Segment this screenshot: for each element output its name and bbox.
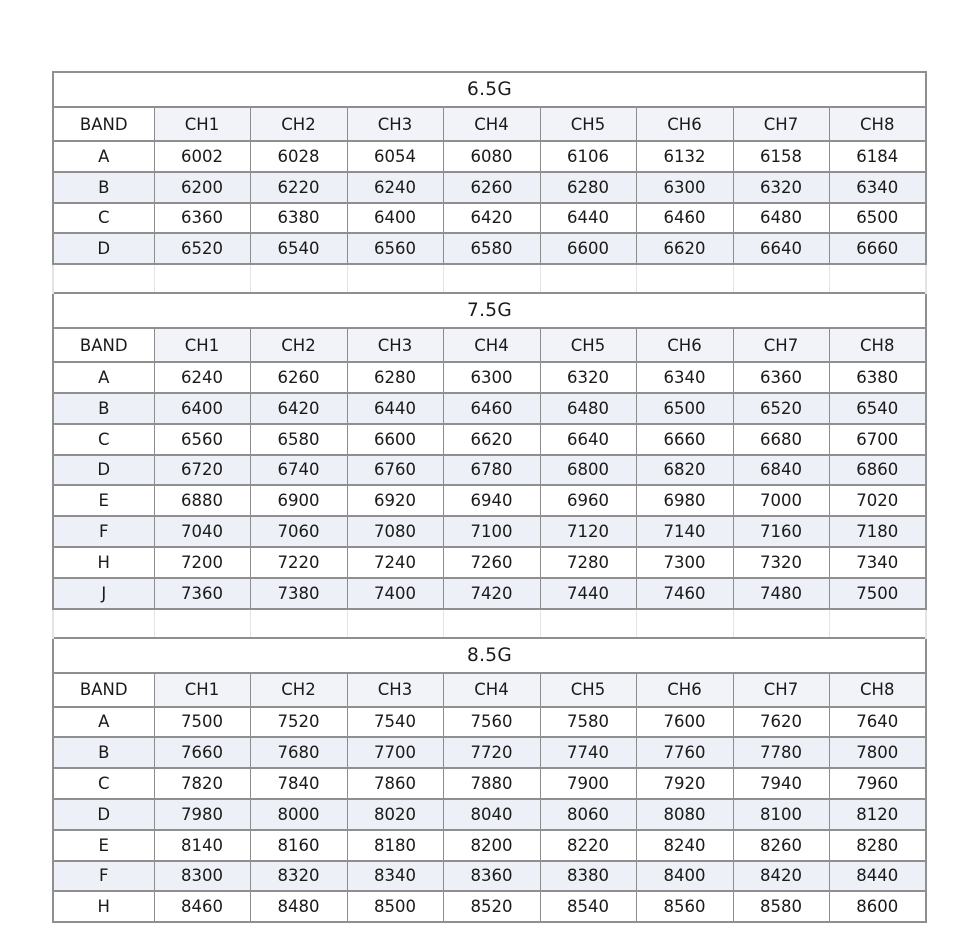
frequency-value-cell: 8160 [250, 830, 347, 861]
frequency-value-cell: 8480 [250, 891, 347, 922]
band-label-cell: B [53, 393, 154, 424]
frequency-value-cell: 7180 [829, 516, 926, 547]
frequency-value-cell: 7200 [154, 547, 250, 578]
spacer-cell [733, 264, 829, 293]
frequency-value-cell: 7140 [636, 516, 733, 547]
frequency-value-cell: 6560 [154, 424, 250, 455]
frequency-value-cell: 8500 [347, 891, 443, 922]
frequency-value-cell: 6280 [540, 172, 636, 203]
frequency-value-cell: 6054 [347, 141, 443, 172]
frequency-value-cell: 6880 [154, 485, 250, 516]
frequency-value-cell: 6660 [636, 424, 733, 455]
table-row [53, 707, 926, 738]
spacer-cell [250, 609, 347, 638]
band-label-cell: D [53, 799, 154, 830]
frequency-value-cell: 7680 [250, 737, 347, 768]
frequency-value-cell: 7020 [829, 485, 926, 516]
frequency-value-cell: 6480 [733, 203, 829, 234]
band-label-cell: D [53, 233, 154, 264]
frequency-value-cell: 6640 [540, 424, 636, 455]
spacer-cell [53, 264, 154, 293]
frequency-value-cell: 7360 [154, 578, 250, 609]
frequency-value-cell: 6158 [733, 141, 829, 172]
frequency-value-cell: 7500 [829, 578, 926, 609]
channel-column-header: CH7 [733, 107, 829, 141]
channel-column-header: CH3 [347, 328, 443, 362]
frequency-value-cell: 6660 [829, 233, 926, 264]
frequency-value-cell: 8300 [154, 861, 250, 892]
frequency-value-cell: 6002 [154, 141, 250, 172]
frequency-value-cell: 8060 [540, 799, 636, 830]
table-row [53, 861, 926, 892]
frequency-value-cell: 8340 [347, 861, 443, 892]
frequency-value-cell: 6580 [250, 424, 347, 455]
frequency-value-cell: 6580 [443, 233, 540, 264]
frequency-value-cell: 8140 [154, 830, 250, 861]
frequency-value-cell: 8420 [733, 861, 829, 892]
band-label-cell: C [53, 768, 154, 799]
section-title-row [53, 293, 926, 328]
frequency-value-cell: 7460 [636, 578, 733, 609]
frequency-value-cell: 7660 [154, 737, 250, 768]
frequency-value-cell: 6820 [636, 455, 733, 486]
frequency-value-cell: 8080 [636, 799, 733, 830]
frequency-value-cell: 6320 [540, 362, 636, 393]
channel-column-header: CH8 [829, 673, 926, 707]
frequency-value-cell: 6260 [250, 362, 347, 393]
channel-column-header: CH7 [733, 673, 829, 707]
column-header-row [53, 107, 926, 141]
frequency-value-cell: 7060 [250, 516, 347, 547]
frequency-value-cell: 6780 [443, 455, 540, 486]
frequency-value-cell: 7620 [733, 707, 829, 738]
spacer-cell [347, 264, 443, 293]
frequency-value-cell: 6240 [154, 362, 250, 393]
frequency-value-cell: 6240 [347, 172, 443, 203]
channel-column-header: CH7 [733, 328, 829, 362]
frequency-value-cell: 6300 [443, 362, 540, 393]
frequency-value-cell: 6720 [154, 455, 250, 486]
table-row [53, 424, 926, 455]
frequency-value-cell: 7580 [540, 707, 636, 738]
section-title: 6.5G [53, 72, 926, 107]
band-label-cell: E [53, 485, 154, 516]
section-title-row [53, 638, 926, 673]
frequency-value-cell: 7440 [540, 578, 636, 609]
spacer-cell [347, 609, 443, 638]
frequency-value-cell: 7000 [733, 485, 829, 516]
frequency-value-cell: 7800 [829, 737, 926, 768]
channel-column-header: CH1 [154, 107, 250, 141]
frequency-value-cell: 8460 [154, 891, 250, 922]
frequency-value-cell: 7780 [733, 737, 829, 768]
channel-column-header: CH1 [154, 673, 250, 707]
frequency-value-cell: 8180 [347, 830, 443, 861]
frequency-value-cell: 6700 [829, 424, 926, 455]
column-header-row [53, 328, 926, 362]
frequency-value-cell: 6340 [636, 362, 733, 393]
channel-column-header: CH6 [636, 328, 733, 362]
band-label-cell: H [53, 891, 154, 922]
frequency-value-cell: 6440 [347, 393, 443, 424]
frequency-value-cell: 6520 [733, 393, 829, 424]
frequency-value-cell: 6540 [829, 393, 926, 424]
frequency-value-cell: 6460 [636, 203, 733, 234]
frequency-value-cell: 6540 [250, 233, 347, 264]
band-column-header: BAND [53, 673, 154, 707]
column-header-row [53, 673, 926, 707]
channel-column-header: CH4 [443, 107, 540, 141]
table-row [53, 393, 926, 424]
band-label-cell: D [53, 455, 154, 486]
frequency-value-cell: 7340 [829, 547, 926, 578]
channel-column-header: CH2 [250, 107, 347, 141]
frequency-value-cell: 7380 [250, 578, 347, 609]
frequency-value-cell: 8200 [443, 830, 540, 861]
channel-column-header: CH8 [829, 107, 926, 141]
band-label-cell: F [53, 516, 154, 547]
frequency-value-cell: 6184 [829, 141, 926, 172]
frequency-value-cell: 6600 [540, 233, 636, 264]
table-row [53, 485, 926, 516]
channel-column-header: CH4 [443, 328, 540, 362]
channel-column-header: CH5 [540, 673, 636, 707]
frequency-value-cell: 7560 [443, 707, 540, 738]
frequency-value-cell: 7820 [154, 768, 250, 799]
table-row [53, 233, 926, 264]
frequency-value-cell: 7720 [443, 737, 540, 768]
frequency-value-cell: 6380 [250, 203, 347, 234]
frequency-value-cell: 6080 [443, 141, 540, 172]
table-row [53, 455, 926, 486]
frequency-table [52, 71, 927, 923]
frequency-value-cell: 8400 [636, 861, 733, 892]
section-title: 8.5G [53, 638, 926, 673]
spacer-cell [53, 609, 154, 638]
spacer-cell [636, 609, 733, 638]
frequency-value-cell: 7480 [733, 578, 829, 609]
frequency-value-cell: 6420 [250, 393, 347, 424]
band-label-cell: H [53, 547, 154, 578]
section-title-row [53, 72, 926, 107]
frequency-value-cell: 8360 [443, 861, 540, 892]
band-label-cell: C [53, 203, 154, 234]
frequency-value-cell: 6220 [250, 172, 347, 203]
table-row [53, 799, 926, 830]
frequency-value-cell: 6500 [636, 393, 733, 424]
frequency-value-cell: 7940 [733, 768, 829, 799]
frequency-value-cell: 6560 [347, 233, 443, 264]
frequency-value-cell: 6028 [250, 141, 347, 172]
frequency-table-body [53, 72, 926, 922]
frequency-value-cell: 6620 [443, 424, 540, 455]
frequency-value-cell: 7320 [733, 547, 829, 578]
frequency-value-cell: 8000 [250, 799, 347, 830]
frequency-value-cell: 8560 [636, 891, 733, 922]
frequency-value-cell: 7220 [250, 547, 347, 578]
frequency-value-cell: 7040 [154, 516, 250, 547]
channel-column-header: CH6 [636, 673, 733, 707]
section-spacer-row [53, 264, 926, 293]
table-row [53, 362, 926, 393]
band-label-cell: A [53, 141, 154, 172]
frequency-value-cell: 6860 [829, 455, 926, 486]
frequency-value-cell: 7100 [443, 516, 540, 547]
frequency-value-cell: 6320 [733, 172, 829, 203]
channel-column-header: CH8 [829, 328, 926, 362]
channel-column-header: CH6 [636, 107, 733, 141]
frequency-value-cell: 6740 [250, 455, 347, 486]
frequency-value-cell: 6260 [443, 172, 540, 203]
frequency-value-cell: 6920 [347, 485, 443, 516]
frequency-value-cell: 6360 [154, 203, 250, 234]
table-row [53, 737, 926, 768]
frequency-value-cell: 6980 [636, 485, 733, 516]
band-column-header: BAND [53, 328, 154, 362]
frequency-value-cell: 8380 [540, 861, 636, 892]
frequency-value-cell: 6280 [347, 362, 443, 393]
table-row [53, 578, 926, 609]
frequency-value-cell: 6360 [733, 362, 829, 393]
frequency-value-cell: 7600 [636, 707, 733, 738]
frequency-value-cell: 7160 [733, 516, 829, 547]
spacer-cell [443, 609, 540, 638]
channel-column-header: CH2 [250, 328, 347, 362]
channel-column-header: CH4 [443, 673, 540, 707]
frequency-value-cell: 6400 [154, 393, 250, 424]
frequency-value-cell: 6380 [829, 362, 926, 393]
frequency-value-cell: 8600 [829, 891, 926, 922]
frequency-value-cell: 7500 [154, 707, 250, 738]
frequency-value-cell: 6600 [347, 424, 443, 455]
channel-column-header: CH5 [540, 107, 636, 141]
frequency-value-cell: 7540 [347, 707, 443, 738]
frequency-value-cell: 7520 [250, 707, 347, 738]
frequency-value-cell: 6500 [829, 203, 926, 234]
frequency-value-cell: 7120 [540, 516, 636, 547]
table-row [53, 516, 926, 547]
frequency-value-cell: 7860 [347, 768, 443, 799]
spacer-cell [829, 264, 926, 293]
band-label-cell: E [53, 830, 154, 861]
channel-column-header: CH3 [347, 673, 443, 707]
table-row [53, 141, 926, 172]
frequency-value-cell: 6400 [347, 203, 443, 234]
frequency-value-cell: 6960 [540, 485, 636, 516]
table-row [53, 547, 926, 578]
frequency-value-cell: 6480 [540, 393, 636, 424]
section-title: 7.5G [53, 293, 926, 328]
frequency-value-cell: 7840 [250, 768, 347, 799]
frequency-value-cell: 6680 [733, 424, 829, 455]
frequency-value-cell: 7400 [347, 578, 443, 609]
frequency-value-cell: 7960 [829, 768, 926, 799]
frequency-value-cell: 6340 [829, 172, 926, 203]
frequency-value-cell: 8580 [733, 891, 829, 922]
frequency-value-cell: 7700 [347, 737, 443, 768]
frequency-value-cell: 6106 [540, 141, 636, 172]
channel-column-header: CH5 [540, 328, 636, 362]
band-label-cell: A [53, 362, 154, 393]
channel-column-header: CH2 [250, 673, 347, 707]
frequency-value-cell: 8240 [636, 830, 733, 861]
frequency-value-cell: 7760 [636, 737, 733, 768]
section-spacer-row [53, 609, 926, 638]
frequency-value-cell: 8540 [540, 891, 636, 922]
frequency-value-cell: 8020 [347, 799, 443, 830]
frequency-value-cell: 6420 [443, 203, 540, 234]
frequency-value-cell: 6620 [636, 233, 733, 264]
frequency-value-cell: 7300 [636, 547, 733, 578]
spacer-cell [636, 264, 733, 293]
frequency-value-cell: 7980 [154, 799, 250, 830]
frequency-value-cell: 7080 [347, 516, 443, 547]
frequency-value-cell: 6300 [636, 172, 733, 203]
frequency-value-cell: 7280 [540, 547, 636, 578]
band-label-cell: C [53, 424, 154, 455]
frequency-value-cell: 8100 [733, 799, 829, 830]
frequency-value-cell: 6760 [347, 455, 443, 486]
frequency-value-cell: 6520 [154, 233, 250, 264]
band-label-cell: A [53, 707, 154, 738]
frequency-value-cell: 7240 [347, 547, 443, 578]
band-label-cell: F [53, 861, 154, 892]
spacer-cell [829, 609, 926, 638]
frequency-value-cell: 8440 [829, 861, 926, 892]
frequency-value-cell: 6940 [443, 485, 540, 516]
spacer-cell [540, 609, 636, 638]
frequency-value-cell: 8120 [829, 799, 926, 830]
spacer-cell [154, 609, 250, 638]
band-column-header: BAND [53, 107, 154, 141]
frequency-value-cell: 7420 [443, 578, 540, 609]
frequency-value-cell: 6640 [733, 233, 829, 264]
frequency-value-cell: 6800 [540, 455, 636, 486]
spacer-cell [443, 264, 540, 293]
table-row [53, 768, 926, 799]
frequency-table-sheet [52, 71, 925, 923]
frequency-value-cell: 6440 [540, 203, 636, 234]
table-row [53, 830, 926, 861]
frequency-value-cell: 6900 [250, 485, 347, 516]
table-row [53, 203, 926, 234]
frequency-value-cell: 8320 [250, 861, 347, 892]
band-label-cell: J [53, 578, 154, 609]
frequency-value-cell: 8280 [829, 830, 926, 861]
frequency-value-cell: 7900 [540, 768, 636, 799]
channel-column-header: CH1 [154, 328, 250, 362]
frequency-value-cell: 6840 [733, 455, 829, 486]
frequency-value-cell: 8220 [540, 830, 636, 861]
frequency-value-cell: 8260 [733, 830, 829, 861]
table-row [53, 891, 926, 922]
spacer-cell [733, 609, 829, 638]
table-row [53, 172, 926, 203]
channel-column-header: CH3 [347, 107, 443, 141]
frequency-value-cell: 7740 [540, 737, 636, 768]
spacer-cell [154, 264, 250, 293]
frequency-value-cell: 6132 [636, 141, 733, 172]
frequency-value-cell: 6200 [154, 172, 250, 203]
spacer-cell [250, 264, 347, 293]
frequency-value-cell: 8040 [443, 799, 540, 830]
spacer-cell [540, 264, 636, 293]
frequency-value-cell: 7920 [636, 768, 733, 799]
frequency-value-cell: 6460 [443, 393, 540, 424]
frequency-value-cell: 7640 [829, 707, 926, 738]
frequency-value-cell: 8520 [443, 891, 540, 922]
band-label-cell: B [53, 737, 154, 768]
band-label-cell: B [53, 172, 154, 203]
frequency-value-cell: 7880 [443, 768, 540, 799]
frequency-value-cell: 7260 [443, 547, 540, 578]
